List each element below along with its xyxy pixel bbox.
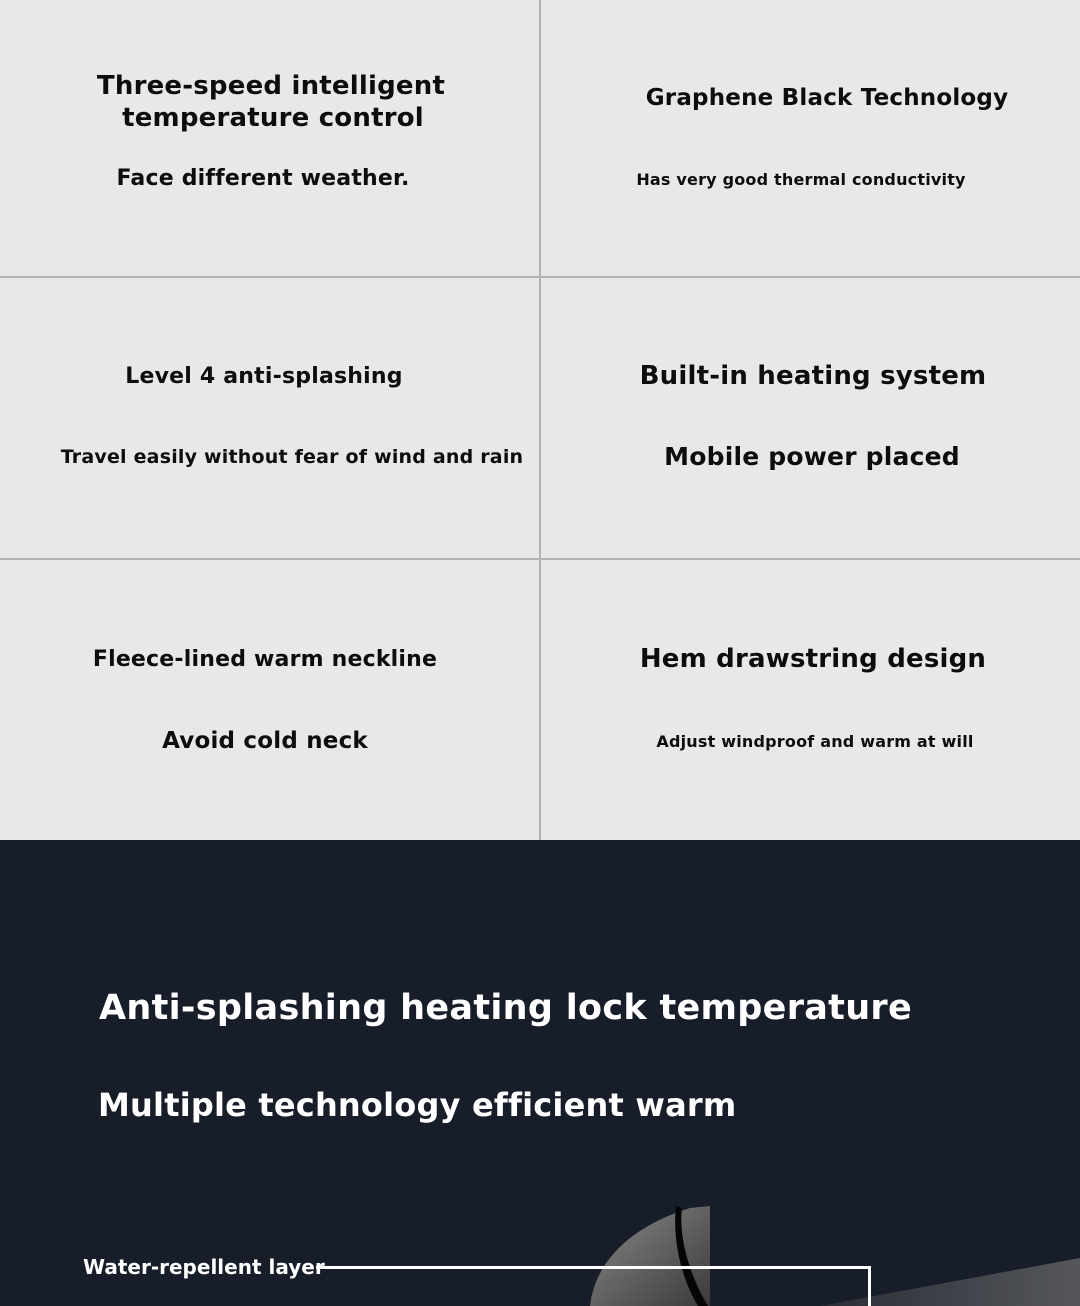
feature-subtitle: Adjust windproof and warm at will [656,732,974,751]
grid-divider-horizontal [0,558,1080,560]
callout-leader-line [316,1266,871,1306]
feature-title: Level 4 anti-splashing [125,364,403,389]
banner-subheadline: Multiple technology efficient warm [98,1086,737,1124]
feature-title: Graphene Black Technology [645,85,1009,111]
grid-divider-horizontal [0,276,1080,278]
tech-banner [0,840,1080,1306]
feature-title: Fleece-lined warm neckline [92,647,438,672]
feature-subtitle: Avoid cold neck [162,728,368,754]
feature-title: Hem drawstring design [639,644,987,674]
feature-subtitle: Travel easily without fear of wind and rain [60,446,524,468]
feature-subtitle: Mobile power placed [664,442,960,471]
callout-label: Water-repellent layer [83,1255,325,1279]
feature-title: Three-speed intelligent [96,71,446,101]
feature-subtitle: Face different weather. [116,166,410,191]
feature-title: temperature control [122,103,424,133]
banner-headline: Anti-splashing heating lock temperature [99,988,913,1028]
feature-subtitle: Has very good thermal conductivity [636,170,966,189]
feature-title: Built-in heating system [639,361,987,391]
